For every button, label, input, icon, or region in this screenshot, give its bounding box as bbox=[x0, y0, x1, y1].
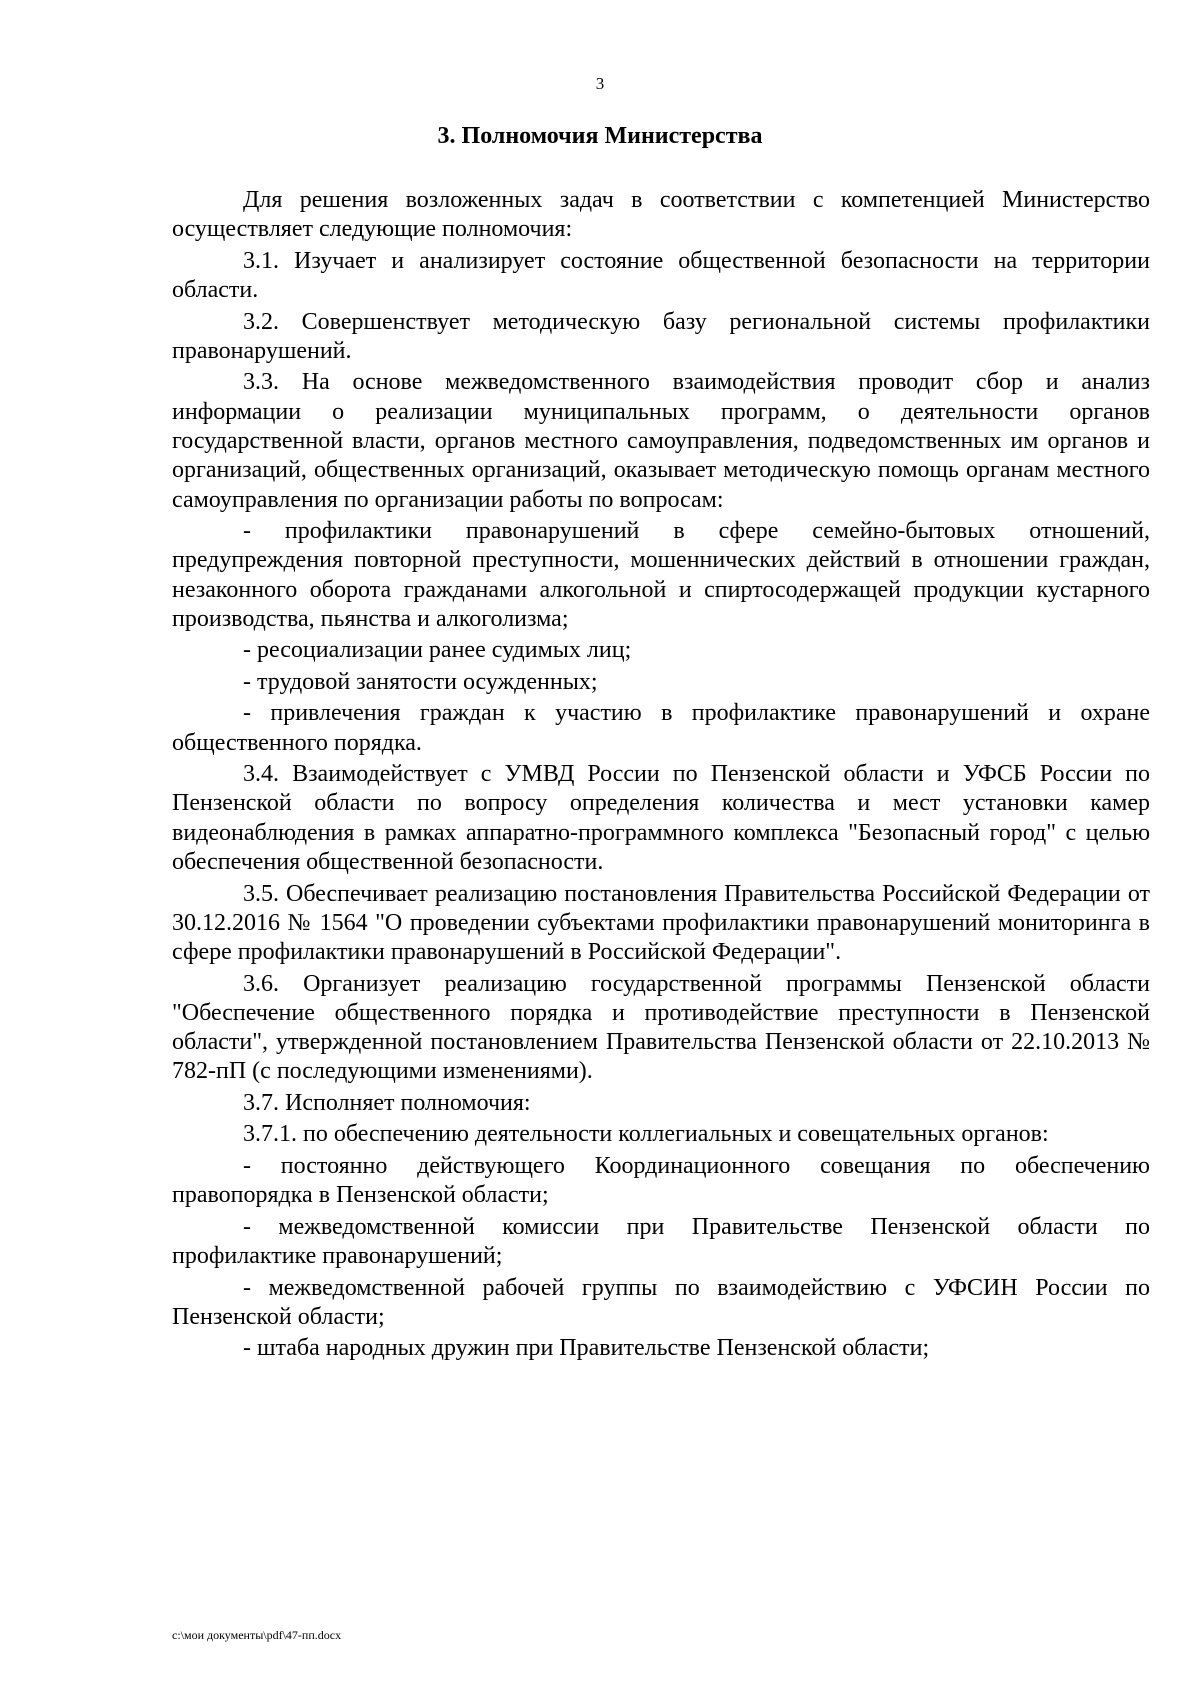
list-item-volunteer-squads-hq: - штаба народных дружин при Правительстве Пензенской области; bbox=[243, 1335, 930, 1362]
paragraph-3-7-1: 3.7.1. по обеспечению деятельности коллегиальных и совещательных органов: bbox=[243, 1121, 1049, 1148]
paragraph-3-3: 3.3. На основе межведомственного взаимодействия проводит сбор и анализ информации о реализации муниципальных программ, о деятельности органов государственной власти, органов местного самоуправления, подведомственных им органов и организаций, общественных организаций, оказывает методическую помощь органам местного самоуправления по организации работы по вопросам: bbox=[172, 369, 1150, 513]
paragraph-3-6: 3.6. Организует реализацию государственной программы Пензенской области "Обеспечение общественного порядка и противодействие преступности в Пензенской области", утвержденной постановлением Правительства Пензенской области от 22.10.2013 № 782-пП (с последующими изменениями). bbox=[172, 970, 1150, 1085]
page-number: 3 bbox=[595, 74, 605, 93]
paragraph-3-4: 3.4. Взаимодействует с УМВД России по Пензенской области и УФСБ России по Пензенской области по вопросу определения количества и мест установки камер видеонаблюдения в рамках аппаратно-программного комплекса "Безопасный город" с целью обеспечения общественной безопасности. bbox=[172, 761, 1150, 876]
list-item-interagency-commission: - межведомственной комиссии при Правительстве Пензенской области по профилактике правонарушений; bbox=[172, 1213, 1150, 1270]
document-body bbox=[172, 186, 1150, 1366]
footer-file-path: c:\мои документы\pdf\47-пп.docx bbox=[172, 1628, 342, 1642]
paragraph-3-5: 3.5. Обеспечивает реализацию постановления Правительства Российской Федерации от 30.12.2016 № 1564 "О проведении субъектами профилактики правонарушений мониторинга в сфере профилактики правонарушений в Российской Федерации". bbox=[172, 880, 1150, 966]
paragraph-intro: Для решения возложенных задач в соответствии с компетенцией Министерство осуществляет следующие полномочия: bbox=[172, 187, 1150, 243]
list-item-citizen-involvement: - привлечения граждан к участию в профилактике правонарушений и охране общественного порядка. bbox=[172, 700, 1150, 756]
list-item-coordination-meeting: - постоянно действующего Координационного совещания по обеспечению правопорядка в Пензенской области; bbox=[172, 1152, 1150, 1209]
list-item-working-group: - межведомственной рабочей группы по взаимодействию с УФСИН России по Пензенской области; bbox=[172, 1274, 1150, 1330]
list-item-resocialization: - ресоциализации ранее судимых лиц; bbox=[243, 637, 632, 664]
paragraph-3-1: 3.1. Изучает и анализирует состояние общественной безопасности на территории области. bbox=[172, 247, 1150, 304]
section-title: 3. Полномочия Министерства bbox=[437, 123, 763, 149]
paragraph-3-2: 3.2. Совершенствует методическую базу региональной системы профилактики правонарушений. bbox=[172, 308, 1150, 364]
paragraph-3-7: 3.7. Исполняет полномочия: bbox=[243, 1089, 531, 1116]
list-item-offense-prevention: - профилактики правонарушений в сфере семейно-бытовых отношений, предупреждения повторной преступности, мошеннических действий в отношении граждан, незаконного оборота гражданами алкогольной и спиртосодержащей продукции кустарного производства, пьянства и алкоголизма; bbox=[172, 518, 1150, 632]
list-item-employment: - трудовой занятости осужденных; bbox=[243, 668, 598, 695]
